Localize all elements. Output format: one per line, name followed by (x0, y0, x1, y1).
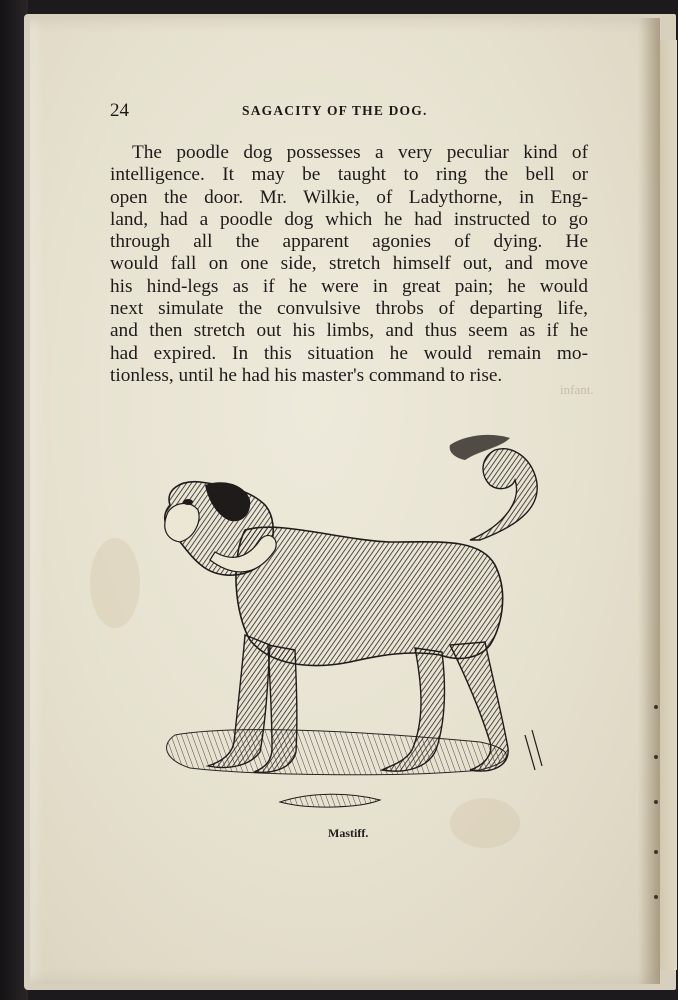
page-header (110, 100, 586, 124)
paragraph-line: would fall on one side, stretch himself out, and move (110, 253, 588, 275)
illustration-caption: Mastiff. (328, 826, 369, 840)
paragraph-line: next simulate the convulsive throbs of departing life, (110, 298, 588, 320)
binding-stitch (654, 895, 658, 899)
paragraph-line: had expired. In this situation he would remain mo- (110, 342, 588, 364)
paragraph-line: open the door. Mr. Wilkie, of Ladythorne, in Eng- (110, 186, 588, 208)
page-edge-shadow (638, 18, 660, 984)
paragraph-line: tionless, until he had his master's command to rise. (110, 364, 503, 386)
show-through-text: infant. (560, 382, 594, 397)
binding-stitch (654, 800, 658, 804)
paragraph-line: The poodle dog possesses a very peculiar kind of (132, 142, 588, 163)
paragraph-line: through all the apparent agonies of dying. He (110, 231, 588, 253)
mastiff-illustration (150, 430, 550, 820)
paragraph-line: land, had a poodle dog which he had instructed to go (110, 208, 588, 230)
binding-stitch (654, 850, 658, 854)
paragraph (110, 142, 588, 387)
page-number: 24 (110, 100, 129, 121)
paragraph-line: and then stretch out his limbs, and thus seem as if he (110, 320, 588, 342)
binding-stitch (654, 755, 658, 759)
mastiff-engraving-icon (150, 430, 550, 820)
paragraph-line: intelligence. It may be taught to ring the bell or (110, 164, 588, 186)
paper-stain (90, 538, 140, 628)
paragraph-line: his hind-legs as if he were in great pain; he would (110, 275, 588, 297)
running-head: SAGACITY OF THE DOG. (242, 103, 428, 118)
binding-stitch (654, 705, 658, 709)
